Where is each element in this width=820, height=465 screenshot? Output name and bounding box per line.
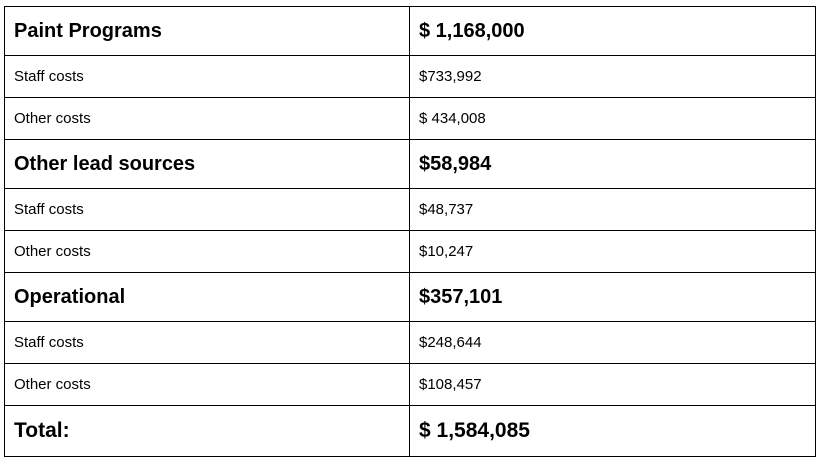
section-amount: $58,984 — [410, 140, 816, 189]
row-label: Other costs — [5, 98, 410, 140]
row-value: $10,247 — [410, 231, 816, 273]
section-amount: $ 1,168,000 — [410, 7, 816, 56]
total-amount: $ 1,584,085 — [410, 406, 816, 457]
section-title: Operational — [5, 273, 410, 322]
table-row — [5, 56, 816, 98]
table-row — [5, 189, 816, 231]
section-header-row — [5, 140, 816, 189]
table-row — [5, 231, 816, 273]
row-label: Staff costs — [5, 189, 410, 231]
row-label: Other costs — [5, 364, 410, 406]
row-label: Staff costs — [5, 56, 410, 98]
section-amount: $357,101 — [410, 273, 816, 322]
total-row — [5, 406, 816, 457]
row-value: $ 434,008 — [410, 98, 816, 140]
table-row — [5, 364, 816, 406]
section-header-row — [5, 7, 816, 56]
row-value: $248,644 — [410, 322, 816, 364]
section-header-row — [5, 273, 816, 322]
row-value: $733,992 — [410, 56, 816, 98]
total-label: Total: — [5, 406, 410, 457]
row-value: $48,737 — [410, 189, 816, 231]
table-row — [5, 322, 816, 364]
section-title: Paint Programs — [5, 7, 410, 56]
section-title: Other lead sources — [5, 140, 410, 189]
row-label: Staff costs — [5, 322, 410, 364]
table-row — [5, 98, 816, 140]
row-label: Other costs — [5, 231, 410, 273]
budget-table — [4, 6, 816, 457]
row-value: $108,457 — [410, 364, 816, 406]
